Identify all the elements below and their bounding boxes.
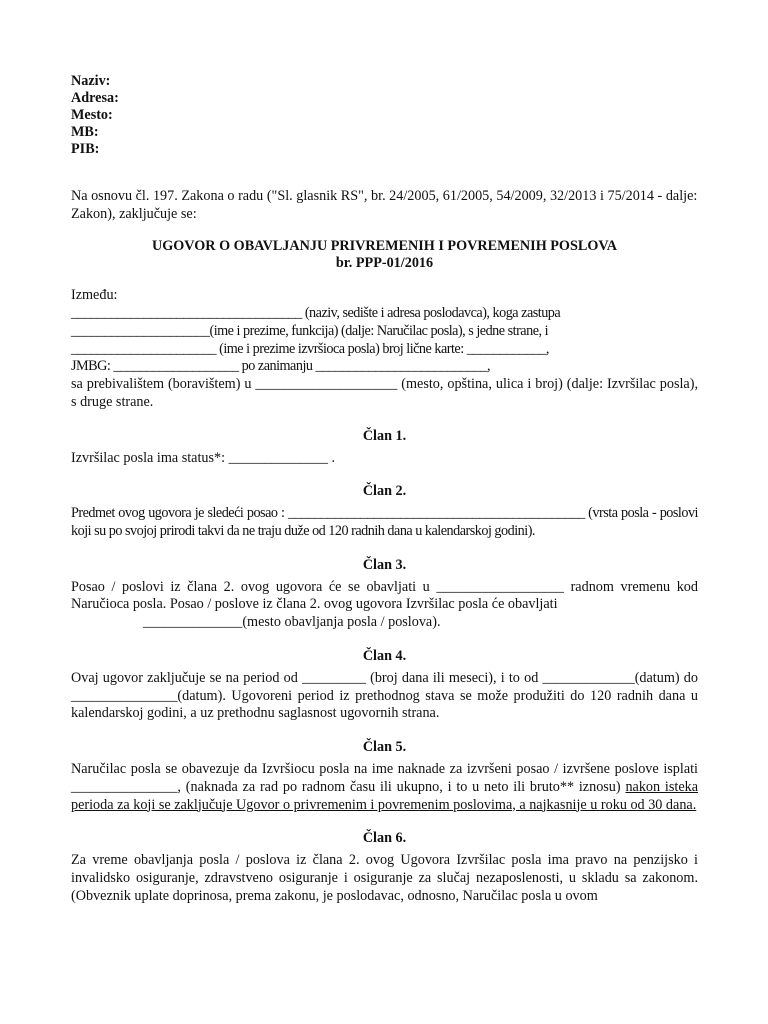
clan2-text: Predmet ovog ugovora je sledeći posao : _____________________________________________ (vrsta posla - poslovi koji su po svojoj prirodi takvi da ne traju duže od 120 radnih dana u kalendarskoj godini). bbox=[71, 505, 698, 539]
header-mb: MB: bbox=[71, 124, 99, 140]
document-page bbox=[71, 73, 698, 906]
clan3-text: Posao / poslovi iz člana 2. ovog ugovora će se obavljati u __________________ radnom vremenu kod Naručioca posla. Posao / poslove iz člana 2. ovog ugovora Izvršilac posla će obavljati bbox=[71, 578, 698, 613]
header-adresa: Adresa: bbox=[71, 90, 119, 106]
contract-number: br. PPP-01/2016 bbox=[335, 255, 434, 272]
clan5-payment-text: Naručilac posla se obavezuje da Izvršiocu posla na ime naknade za izvršeni posao / izvršene poslove isplati _______________, (naknada za rad po radnom času ili ukupno, i to u neto ili bruto** iznosu) bbox=[71, 760, 698, 795]
contract-title bbox=[71, 238, 698, 274]
clan4-text: Ovaj ugovor zaključuje se na period od _________ (broj dana ili meseci), i to od _____________(datum) do _______________(datum). Ugovoreni period iz prethodnog stava se može produžiti do 120 radnih dana u kalendarskoj godini, a uz prethodnu saglasnost ugovornih strana. bbox=[71, 669, 698, 722]
clan5-text bbox=[71, 761, 698, 814]
header-pib: PIB: bbox=[71, 141, 100, 157]
clan3-place-line: ______________(mesto obavljanja posla / poslova). bbox=[143, 614, 441, 631]
contract-title-line1: UGOVOR O OBAVLJANJU PRIVREMENIH I POVREMENIH POSLOVA bbox=[151, 237, 618, 254]
parties-section bbox=[71, 287, 698, 412]
parties-label: Između: bbox=[71, 287, 118, 304]
clan2-heading: Član 2. bbox=[362, 483, 407, 500]
clan3-heading: Član 3. bbox=[362, 556, 407, 573]
header-mesto: Mesto: bbox=[71, 107, 113, 123]
header-naziv: Naziv: bbox=[71, 73, 111, 89]
clan4-heading: Član 4. bbox=[362, 647, 407, 664]
clan6-heading: Član 6. bbox=[362, 830, 407, 847]
parties-contractor-line: ______________________ (ime i prezime izvršioca posla) broj lične karte: ____________, bbox=[71, 340, 549, 357]
clan5-deadline-text: nakon isteka perioda za koji se zaključuje Ugovor o privremenim i povremenim poslovima, a najkasnije u roku od 30 dana. bbox=[71, 778, 699, 813]
intro-paragraph: Na osnovu čl. 197. Zakona o radu ("Sl. glasnik RS", br. 24/2005, 61/2005, 54/2009, 32/2013 i 75/2014 - dalje: Zakon), zaključuje se: bbox=[71, 188, 698, 222]
parties-residence-line: sa prebivalištem (boravištem) u ____________________ (mesto, opština, ulica i broj) (dalje: Izvršilac posla), s druge strane. bbox=[71, 376, 698, 410]
employer-header bbox=[71, 73, 698, 158]
parties-jmbg-line: JMBG: ___________________ po zanimanju __________________________, bbox=[71, 358, 491, 375]
clan5-heading: Član 5. bbox=[362, 739, 407, 756]
parties-representative-line: _____________________(ime i prezime, funkcija) (dalje: Naručilac posla), s jedne strane, i bbox=[71, 322, 549, 339]
parties-employer-line: ___________________________________ (naziv, sedište i adresa poslodavca), koga zastupa bbox=[71, 304, 561, 321]
clan6-text: Za vreme obavljanja posla / poslova iz člana 2. ovog Ugovora Izvršilac posla ima pravo na penzijsko i invalidsko osiguranje, zdravstveno osiguranje i osiguranje za slučaj nezaposlenosti, u skladu sa zakonom. (Obveznik uplate doprinosa, prema zakonu, je poslodavac, odnosno, Naručilac posla u ovom bbox=[71, 852, 698, 904]
clan1-text: Izvršilac posla ima status*: ______________ . bbox=[71, 449, 336, 466]
clan1-heading: Član 1. bbox=[362, 427, 407, 444]
